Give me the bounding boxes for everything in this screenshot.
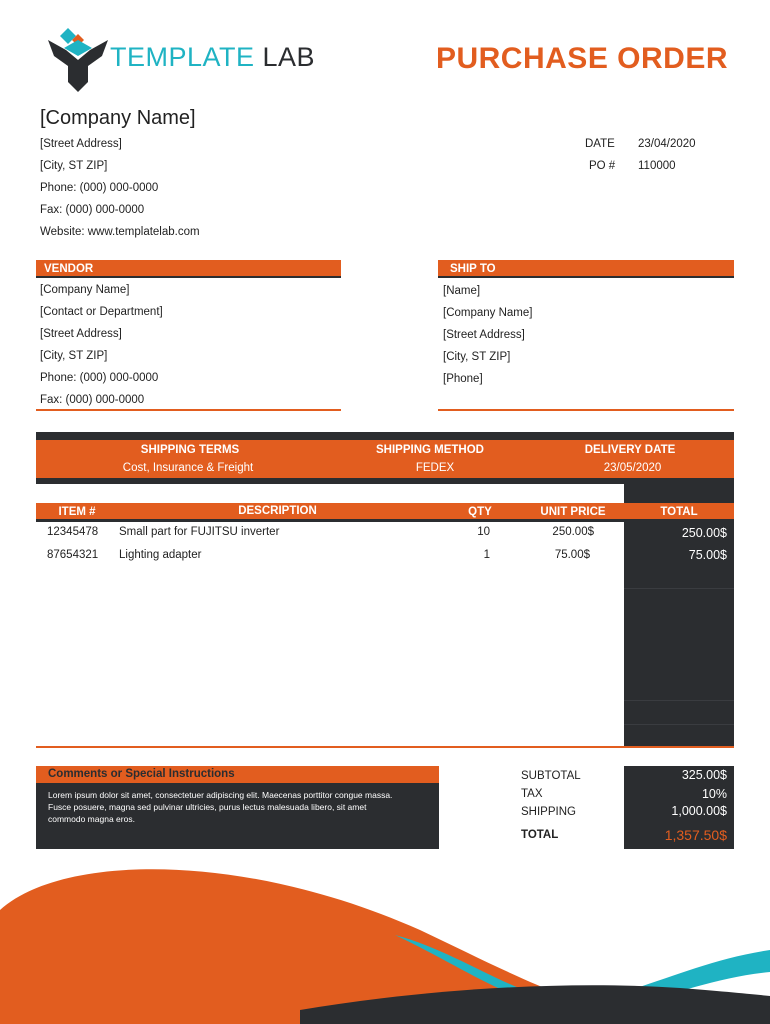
ship-to-line: [City, ST ZIP] (443, 351, 511, 363)
logo-mark-icon (46, 26, 110, 92)
logo-wordmark: TEMPLATE LAB (110, 42, 316, 72)
po-value: 110000 (638, 160, 676, 172)
po-label: PO # (589, 160, 616, 172)
delivery-date-label: DELIVERY DATE (584, 444, 676, 456)
item-qty: 1 (483, 549, 490, 561)
ship-to-line: [Street Address] (443, 329, 525, 341)
item-description: Small part for FUJITSU inverter (119, 526, 280, 538)
tax-label: TAX (521, 788, 543, 800)
ship-to-divider (438, 409, 734, 411)
items-header-total: TOTAL (660, 506, 698, 518)
tax-value: 10% (701, 787, 727, 801)
item-description: Lighting adapter (119, 549, 202, 561)
vendor-line: [City, ST ZIP] (40, 350, 108, 362)
vendor-heading: VENDOR (36, 260, 341, 278)
items-header-underline (36, 519, 734, 522)
vendor-line: [Contact or Department] (40, 306, 163, 318)
ship-to-heading: SHIP TO (438, 260, 734, 278)
company-street: [Street Address] (40, 138, 122, 150)
company-fax: Fax: (000) 000-0000 (40, 204, 145, 216)
comments-text: Lorem ipsum dolor sit amet, consectetuer adipiscing elit. Maecenas porttitor congue massa. (48, 790, 393, 800)
date-value: 23/04/2020 (638, 138, 696, 150)
items-header-description: DESCRIPTION (238, 505, 317, 517)
total-value: 1,357.50$ (664, 827, 727, 843)
total-label: TOTAL (521, 829, 559, 841)
vendor-line: Phone: (000) 000-0000 (40, 372, 159, 384)
comments-heading: Comments or Special Instructions (48, 768, 235, 780)
comments-text: Fusce posuere, magna sed pulvinar ultricies, purus lectus malesuada libero, sit amet (48, 802, 367, 812)
ship-to-line: [Company Name] (443, 307, 533, 319)
vendor-line: Fax: (000) 000-0000 (40, 394, 145, 406)
items-header-row (36, 503, 734, 519)
total-column (624, 484, 734, 748)
company-city: [City, ST ZIP] (40, 160, 108, 172)
item-number: 12345478 (47, 526, 99, 538)
shipping-cost-value: 1,000.00$ (671, 804, 727, 818)
item-number: 87654321 (47, 549, 99, 561)
subtotal-label: SUBTOTAL (521, 770, 581, 782)
shipping-method-value: FEDEX (415, 462, 455, 474)
shipping-band-top (36, 432, 734, 440)
items-header-item: ITEM # (58, 506, 96, 518)
shipping-terms-label: SHIPPING TERMS (140, 444, 240, 456)
company-name: [Company Name] (40, 107, 196, 129)
comments-text: commodo magna eros. (48, 814, 135, 824)
item-qty: 10 (477, 526, 490, 538)
shipping-cost-label: SHIPPING (521, 806, 576, 818)
vendor-line: [Street Address] (40, 328, 122, 340)
subtotal-value: 325.00$ (681, 768, 727, 782)
company-phone: Phone: (000) 000-0000 (40, 182, 159, 194)
decorative-wave (0, 860, 770, 1024)
brand-logo (46, 26, 336, 92)
shipping-terms-value: Cost, Insurance & Freight (122, 462, 254, 474)
items-bottom-divider (36, 746, 734, 748)
items-header-unit-price: UNIT PRICE (540, 506, 606, 518)
vendor-line: [Company Name] (40, 284, 130, 296)
ship-to-line: [Phone] (443, 373, 483, 385)
item-total: 75.00$ (688, 548, 727, 562)
items-header-qty: QTY (468, 506, 492, 518)
vendor-divider (36, 409, 341, 411)
document-title: PURCHASE ORDER (435, 42, 728, 75)
item-total: 250.00$ (681, 526, 727, 540)
date-label: DATE (585, 138, 615, 150)
shipping-method-label: SHIPPING METHOD (376, 444, 484, 456)
item-unit-price: 75.00$ (554, 549, 590, 561)
ship-to-line: [Name] (443, 285, 481, 297)
item-unit-price: 250.00$ (552, 526, 594, 538)
company-website: Website: www.templatelab.com (40, 226, 200, 238)
delivery-date-value: 23/05/2020 (603, 462, 662, 474)
